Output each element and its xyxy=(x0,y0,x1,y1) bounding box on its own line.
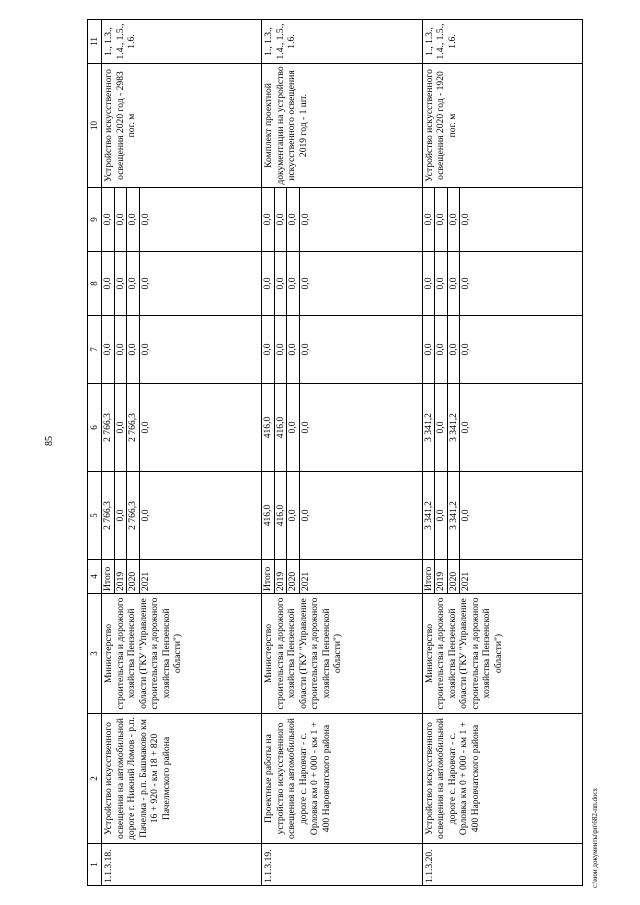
funding-value: 0,0 xyxy=(423,316,436,383)
column-header: 8 xyxy=(88,252,102,316)
table-row xyxy=(102,20,262,886)
funding-value: 0,0 xyxy=(127,252,140,315)
funding-value: 0,0 xyxy=(139,509,151,522)
funding-value: 0,0 xyxy=(299,509,311,522)
funding-value: 3 341,2 xyxy=(448,472,461,559)
funding-value: 0,0 xyxy=(435,472,448,559)
year-label: 2019 xyxy=(115,560,128,593)
funding-value: 0,0 xyxy=(423,252,436,315)
funding-federal xyxy=(422,316,582,384)
goal-indicators: 1., 1.3., 1.4., 1.5., 1.6. xyxy=(422,20,582,64)
funding-value: 0,0 xyxy=(115,188,128,251)
funding-value: 0,0 xyxy=(139,343,151,356)
funding-value: 0,0 xyxy=(460,277,472,290)
funding-local xyxy=(422,252,582,316)
goal-indicators: 1., 1.3., 1.4., 1.5., 1.6. xyxy=(262,20,422,64)
column-header: 3 xyxy=(88,594,102,714)
funding-value: 0,0 xyxy=(275,252,288,315)
funding-federal xyxy=(102,316,262,384)
measure-name: Устройство искусственного освещения на автомобильной дороге г. Нижний Ломов - р.п. Пачелма - р.п. Башмаково км 16 + 920 - км 18 + 820 Пачелмского района xyxy=(102,714,262,844)
table-row xyxy=(422,20,582,886)
table-body xyxy=(102,20,583,886)
row-number: 1.1.3.18. xyxy=(102,844,262,886)
page-number: 85 xyxy=(44,436,55,446)
funding-value: 0,0 xyxy=(127,188,140,251)
year-label: Итого xyxy=(102,560,115,593)
document-file-path: c:\мои документы\рп\682-пп.docx xyxy=(591,787,599,888)
funding-value: 2 766,3 xyxy=(127,384,140,471)
funding-value: 0,0 xyxy=(115,252,128,315)
funding-other xyxy=(262,188,422,252)
column-header: 6 xyxy=(88,384,102,472)
measure-name: Проектные работы на устройство искусственного освещения на автомобильной дороге с. Наровчат - с. Орловка км 0 + 000 - км 1 + 400 Наровчатского района xyxy=(262,714,422,844)
funding-value: 0,0 xyxy=(448,252,461,315)
funding-value: 0,0 xyxy=(115,472,128,559)
funding-local xyxy=(102,252,262,316)
funding-other xyxy=(422,188,582,252)
year-list xyxy=(262,560,422,594)
funding-value: 0,0 xyxy=(102,252,115,315)
funding-regional xyxy=(102,384,262,472)
funding-value: 0,0 xyxy=(287,472,300,559)
year-label: 2020 xyxy=(127,560,140,593)
funding-value: 416,0 xyxy=(262,472,275,559)
funding-value: 0,0 xyxy=(275,316,288,383)
year-label: 2019 xyxy=(435,560,448,593)
goal-indicators: 1., 1.3., 1.4., 1.5., 1.6. xyxy=(102,20,262,64)
expected-result: Устройство искусственного освещения 2020 год - 2983 пог. м xyxy=(102,64,262,188)
funding-value: 0,0 xyxy=(139,277,151,290)
year-label: 2020 xyxy=(448,560,461,593)
year-list xyxy=(102,560,262,594)
funding-value: 0,0 xyxy=(299,213,311,226)
funding-value: 0,0 xyxy=(115,316,128,383)
funding-value: 0,0 xyxy=(435,316,448,383)
row-number: 1.1.3.19. xyxy=(262,844,422,886)
column-header: 9 xyxy=(88,188,102,252)
funding-value: 0,0 xyxy=(262,316,275,383)
year-label: 2021 xyxy=(139,571,151,591)
funding-total xyxy=(422,472,582,560)
funding-value: 0,0 xyxy=(139,421,151,434)
funding-value: 0,0 xyxy=(460,343,472,356)
year-label: Итого xyxy=(423,560,436,593)
year-label: 2019 xyxy=(275,560,288,593)
header-row xyxy=(88,20,102,886)
funding-value: 0,0 xyxy=(275,188,288,251)
column-header: 5 xyxy=(88,472,102,560)
funding-value: 0,0 xyxy=(127,316,140,383)
year-label: Итого xyxy=(262,560,275,593)
funding-federal xyxy=(262,316,422,384)
funding-value: 0,0 xyxy=(102,316,115,383)
funding-value: 0,0 xyxy=(287,316,300,383)
funding-value: 0,0 xyxy=(139,213,151,226)
funding-value: 2 766,3 xyxy=(127,472,140,559)
funding-value: 0,0 xyxy=(460,213,472,226)
funding-value: 0,0 xyxy=(287,384,300,471)
funding-value: 0,0 xyxy=(423,188,436,251)
executor: Министерство строительства и дорожного хозяйства Пензенской области (ГКУ "Управление строительства и дорожного хозяйства Пензенской области") xyxy=(262,594,422,714)
funding-value: 0,0 xyxy=(299,343,311,356)
funding-value: 0,0 xyxy=(262,252,275,315)
funding-value: 0,0 xyxy=(262,188,275,251)
funding-value: 0,0 xyxy=(460,421,472,434)
funding-value: 0,0 xyxy=(299,421,311,434)
funding-local xyxy=(262,252,422,316)
funding-value: 3 341,2 xyxy=(423,472,436,559)
funding-total xyxy=(262,472,422,560)
funding-value: 0,0 xyxy=(102,188,115,251)
column-header: 2 xyxy=(88,714,102,844)
funding-value: 0,0 xyxy=(299,277,311,290)
funding-value: 0,0 xyxy=(287,252,300,315)
funding-value: 416,0 xyxy=(275,384,288,471)
funding-value: 0,0 xyxy=(460,509,472,522)
funding-value: 0,0 xyxy=(448,188,461,251)
table-row xyxy=(262,20,422,886)
funding-value: 3 341,2 xyxy=(448,384,461,471)
year-list xyxy=(422,560,582,594)
funding-regional xyxy=(422,384,582,472)
column-header: 11 xyxy=(88,20,102,64)
funding-total xyxy=(102,472,262,560)
funding-value: 416,0 xyxy=(275,472,288,559)
funding-value: 416,0 xyxy=(262,384,275,471)
program-table xyxy=(87,19,583,886)
funding-regional xyxy=(262,384,422,472)
funding-value: 2 766,3 xyxy=(102,472,115,559)
program-table-container xyxy=(87,20,583,886)
funding-other xyxy=(102,188,262,252)
funding-value: 0,0 xyxy=(435,188,448,251)
year-label: 2020 xyxy=(287,560,300,593)
expected-result: Устройство искусственного освещения 2020 год - 1920 пог. м xyxy=(422,64,582,188)
column-header: 1 xyxy=(88,844,102,886)
funding-value: 0,0 xyxy=(448,316,461,383)
column-header: 4 xyxy=(88,560,102,594)
expected-result: Комплект проектной документации на устройство искусственного освещения 2019 год - 1 шт. xyxy=(262,64,422,188)
year-label: 2021 xyxy=(460,571,472,591)
funding-value: 3 341,2 xyxy=(423,384,436,471)
funding-value: 0,0 xyxy=(435,384,448,471)
column-header: 10 xyxy=(88,64,102,188)
funding-value: 0,0 xyxy=(435,252,448,315)
executor: Министерство строительства и дорожного хозяйства Пензенской области (ГКУ "Управление строительства и дорожного хозяйства Пензенской области") xyxy=(422,594,582,714)
column-header: 7 xyxy=(88,316,102,384)
executor: Министерство строительства и дорожного хозяйства Пензенской области (ГКУ "Управление строительства и дорожного хозяйства Пензенской области") xyxy=(102,594,262,714)
year-label: 2021 xyxy=(299,571,311,591)
funding-value: 0,0 xyxy=(287,188,300,251)
funding-value: 2 766,3 xyxy=(102,384,115,471)
row-number: 1.1.3.20. xyxy=(422,844,582,886)
measure-name: Устройство искусственного освещения на автомобильной дороге с. Наровчат - с. Орловка км 0 + 000 - км 1 + 400 Наровчатского района xyxy=(422,714,582,844)
funding-value: 0,0 xyxy=(115,384,128,471)
